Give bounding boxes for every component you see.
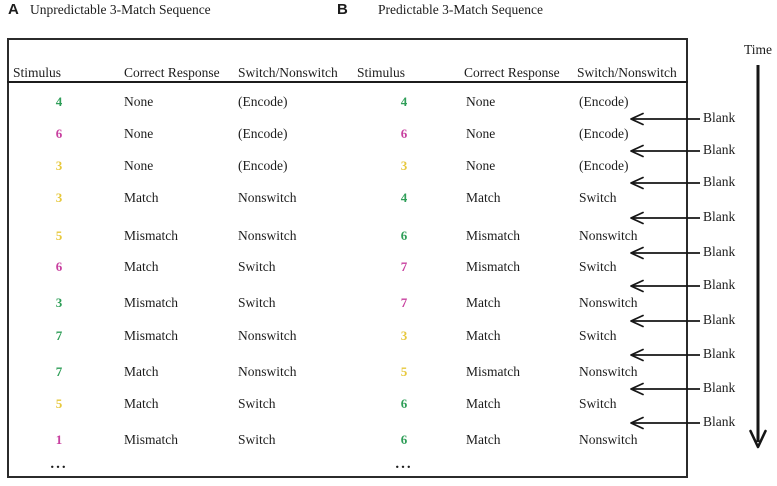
stimulus-value: 6 (400, 396, 408, 411)
response-value: None (466, 126, 496, 141)
switch-value: Nonswitch (579, 228, 638, 243)
table-row (0, 396, 777, 414)
table-row (0, 228, 777, 246)
blank-label: Blank (703, 244, 736, 259)
time-label: Time (744, 42, 773, 57)
switch-value: (Encode) (579, 94, 629, 109)
switch-value: Switch (579, 190, 617, 205)
stimulus-value: 5 (400, 364, 408, 379)
panel-b-letter: B (337, 1, 348, 18)
switch-value: Switch (579, 328, 617, 343)
blank-label: Blank (703, 414, 736, 429)
switch-value: Switch (579, 259, 617, 274)
switch-value: (Encode) (579, 126, 629, 141)
header-divider (7, 81, 688, 83)
switch-value: (Encode) (579, 158, 629, 173)
stimulus-value: 7 (400, 259, 408, 274)
switch-value: Nonswitch (579, 295, 638, 310)
response-value: Match (124, 364, 159, 379)
response-value: Match (466, 396, 501, 411)
stimulus-value: 3 (55, 158, 63, 173)
col-header-switch-b: Switch/Nonswitch (577, 65, 677, 80)
stimulus-value: 6 (400, 228, 408, 243)
ellipsis-a: ... (50, 456, 68, 472)
blank-arrow-icon (627, 348, 701, 362)
response-value: Mismatch (466, 259, 520, 274)
panel-a-letter: A (8, 1, 19, 18)
blank-arrow-icon (627, 144, 701, 158)
stimulus-value: 4 (400, 190, 408, 205)
time-arrow-icon (747, 63, 769, 455)
stimulus-value: 3 (400, 328, 408, 343)
blank-arrow-icon (627, 279, 701, 293)
table-row (0, 328, 777, 346)
response-value: None (124, 94, 154, 109)
switch-value: Nonswitch (238, 190, 297, 205)
blank-label: Blank (703, 346, 736, 361)
response-value: Mismatch (466, 364, 520, 379)
response-value: None (466, 94, 496, 109)
switch-value: Nonswitch (238, 328, 297, 343)
switch-value: Switch (238, 396, 276, 411)
blank-arrow-icon (627, 112, 701, 126)
stimulus-value: 6 (400, 126, 408, 141)
blank-arrow-icon (627, 314, 701, 328)
switch-value: (Encode) (238, 94, 288, 109)
ellipsis-b: ... (395, 456, 413, 472)
response-value: Mismatch (124, 432, 178, 447)
stimulus-value: 6 (55, 126, 63, 141)
col-header-response-a: Correct Response (124, 65, 220, 80)
response-value: Match (466, 295, 501, 310)
panel-b-title: Predictable 3-Match Sequence (378, 2, 543, 17)
response-value: None (466, 158, 496, 173)
stimulus-value: 1 (55, 432, 63, 447)
switch-value: Nonswitch (238, 364, 297, 379)
stimulus-value: 7 (55, 328, 63, 343)
blank-arrow-icon (627, 246, 701, 260)
response-value: Match (466, 328, 501, 343)
stimulus-value: 5 (55, 228, 63, 243)
stimulus-value: 7 (55, 364, 63, 379)
response-value: None (124, 126, 154, 141)
blank-arrow-icon (627, 211, 701, 225)
blank-label: Blank (703, 209, 736, 224)
table-row (0, 432, 777, 450)
switch-value: Nonswitch (579, 432, 638, 447)
blank-arrow-icon (627, 176, 701, 190)
col-header-stimulus-b: Stimulus (357, 65, 406, 80)
blank-arrow-icon (627, 382, 701, 396)
col-header-stimulus-a: Stimulus (13, 65, 62, 80)
response-value: Match (124, 396, 159, 411)
stimulus-value: 6 (55, 259, 63, 274)
switch-value: Switch (579, 396, 617, 411)
switch-value: Nonswitch (238, 228, 297, 243)
blank-label: Blank (703, 380, 736, 395)
table-row (0, 295, 777, 313)
blank-label: Blank (703, 174, 736, 189)
blank-arrow-icon (627, 416, 701, 430)
response-value: Match (124, 259, 159, 274)
response-value: Match (466, 432, 501, 447)
blank-label: Blank (703, 277, 736, 292)
blank-label: Blank (703, 312, 736, 327)
stimulus-value: 7 (400, 295, 408, 310)
response-value: Match (466, 190, 501, 205)
switch-value: (Encode) (238, 126, 288, 141)
table-row (0, 158, 777, 176)
table-row (0, 94, 777, 112)
response-value: None (124, 158, 154, 173)
response-value: Mismatch (124, 295, 178, 310)
table-row (0, 259, 777, 277)
switch-value: Nonswitch (579, 364, 638, 379)
switch-value: Switch (238, 259, 276, 274)
blank-label: Blank (703, 110, 736, 125)
stimulus-value: 4 (55, 94, 63, 109)
blank-label: Blank (703, 142, 736, 157)
table-row (0, 364, 777, 382)
response-value: Match (124, 190, 159, 205)
switch-value: (Encode) (238, 158, 288, 173)
stimulus-value: 4 (400, 94, 408, 109)
col-header-switch-a: Switch/Nonswitch (238, 65, 338, 80)
switch-value: Switch (238, 295, 276, 310)
stimulus-value: 3 (400, 158, 408, 173)
table-row (0, 190, 777, 208)
response-value: Mismatch (124, 228, 178, 243)
switch-value: Switch (238, 432, 276, 447)
response-value: Mismatch (124, 328, 178, 343)
stimulus-value: 3 (55, 295, 63, 310)
response-value: Mismatch (466, 228, 520, 243)
col-header-response-b: Correct Response (464, 65, 560, 80)
panel-a-title: Unpredictable 3-Match Sequence (30, 2, 211, 17)
table-row (0, 126, 777, 144)
stimulus-value: 3 (55, 190, 63, 205)
stimulus-value: 5 (55, 396, 63, 411)
stimulus-value: 6 (400, 432, 408, 447)
